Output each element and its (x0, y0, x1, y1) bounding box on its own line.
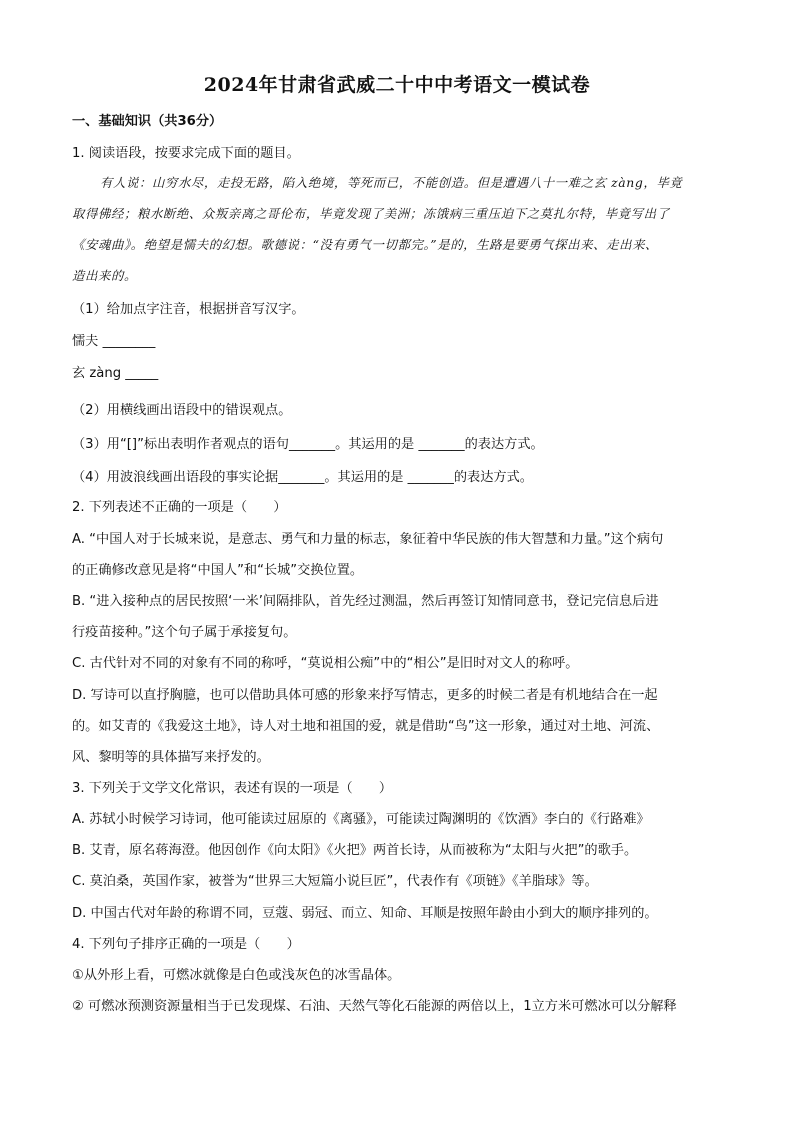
option-line: 行疫苗接种。”这个句子属于承接复句。 (72, 625, 297, 640)
section-heading: 一、基础知识（共36分） (72, 114, 223, 129)
question-2-stem: 2. 下列表述不正确的一项是（ ） (72, 500, 287, 515)
passage-line: 有人说：山穷水尽，走投无路，陷入绝境，等死而已，不能创造。但是遭遇八十一难之玄 zàng，毕竟 (100, 175, 683, 190)
sentence-line: ② 可燃冰预测资源量相当于已发现煤、石油、天然气等化石能源的两倍以上，1立方米可燃冰可以分解释 (72, 999, 677, 1014)
answer-blank: 懦夫 ________ (72, 334, 156, 349)
option-line: 的。如艾青的《我爱这土地》，诗人对土地和祖国的爱，就是借助“鸟”这一形象，通过对土地、河流、 (72, 719, 660, 734)
sentence-line: ①从外形上看，可燃冰就像是白色或浅灰色的冰雪晶体。 (72, 968, 401, 983)
option-line: D. 中国古代对年龄的称谓不同，豆蔻、弱冠、而立、知命、耳顺是按照年龄由小到大的顺序排列的。 (72, 906, 658, 921)
option-line: A. “中国人对于长城来说，是意志、勇气和力量的标志，象征着中华民族的伟大智慧和力量。”这个病句 (72, 532, 664, 547)
sub-question: （4）用波浪线画出语段的事实论据_______。其运用的是 _______的表达方式。 (72, 470, 533, 485)
question-1-stem: 1. 阅读语段，按要求完成下面的题目。 (72, 146, 300, 161)
question-3-stem: 3. 下列关于文学文化常识，表述有误的一项是（ ） (72, 781, 393, 796)
passage-line: 造出来的。 (72, 268, 137, 283)
option-line: C. 莫泊桑，英国作家，被誉为“世界三大短篇小说巨匠”，代表作有《项链》《羊脂球》等。 (72, 874, 598, 889)
option-line: B. “进入接种点的居民按照‘一米’间隔排队，首先经过测温，然后再签订知情同意书，登记完信息后进 (72, 594, 659, 609)
sub-question: （3）用“[]”标出表明作者观点的语句_______。其运用的是 _______的表达方式。 (72, 437, 544, 452)
option-line: B. 艾青，原名蒋海澄。他因创作《向太阳》《火把》两首长诗，从而被称为“太阳与火把”的歌手。 (72, 843, 638, 858)
sub-question: （2）用横线画出语段中的错误观点。 (72, 403, 292, 418)
option-line: 风、黎明等的具体描写来抒发的。 (72, 750, 270, 765)
option-line: 的正确修改意见是将“中国人”和“长城”交换位置。 (72, 563, 364, 578)
question-4-stem: 4. 下列句子排序正确的一项是（ ） (72, 937, 300, 952)
passage-line: 《安魂曲》。绝望是懦夫的幻想。歌德说：“没有勇气一切都完。”是的，生路是要勇气探出来、走出来、 (72, 237, 659, 252)
page-title: 2024年甘肃省武威二十中中考语文一模试卷 (203, 74, 591, 96)
answer-blank: 玄 zàng _____ (72, 366, 159, 381)
option-line: D. 写诗可以直抒胸臆，也可以借助具体可感的形象来抒写情志，更多的时候二者是有机地结合在一起 (72, 688, 658, 703)
passage-line: 取得佛经；粮水断绝、众叛亲离之哥伦布，毕竟发现了美洲；冻饿病三重压迫下之莫扎尔特，毕竟写出了 (72, 206, 670, 221)
sub-question: （1）给加点字注音，根据拼音写汉字。 (72, 302, 305, 317)
option-line: C. 古代针对不同的对象有不同的称呼，“莫说相公痴”中的“相公”是旧时对文人的称呼。 (72, 656, 579, 671)
option-line: A. 苏轼小时候学习诗词，他可能读过屈原的《离骚》，可能读过陶渊明的《饮酒》李白的《行路难》 (72, 812, 650, 827)
